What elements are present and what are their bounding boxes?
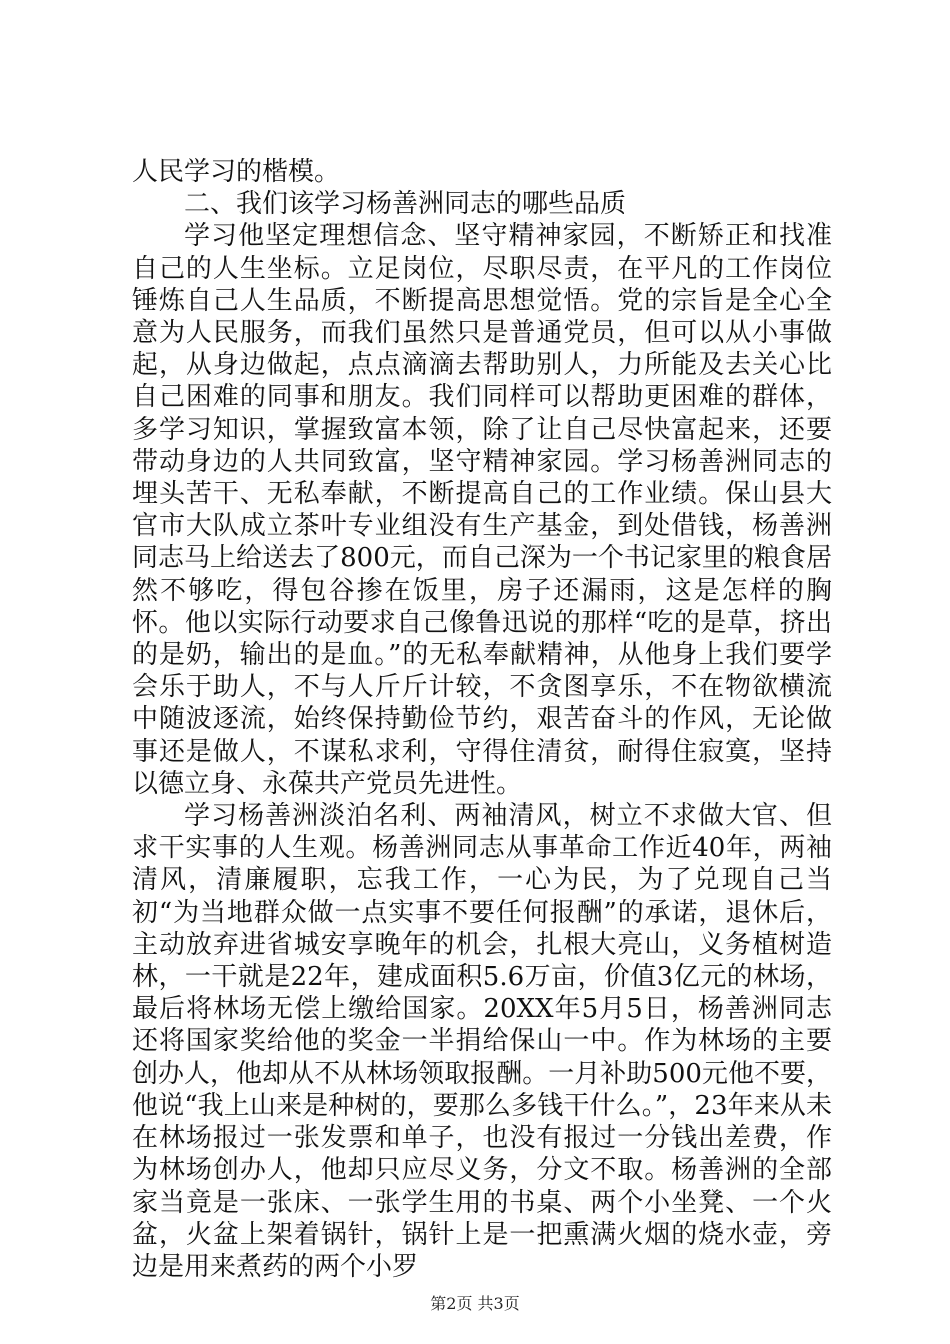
document-body	[132, 156, 832, 1283]
paragraph: 学习他坚定理想信念、坚守精神家园，不断矫正和找准自己的人生坐标。立足岗位，尽职尽责，在平凡的工作岗位锤炼自己人生品质，不断提高思想觉悟。党的宗旨是全心全意为人民服务，而我们虽然只是普通党员，但可以从小事做起，从身边做起，点点滴滴去帮助别人，力所能及去关心比自己困难的同事和朋友。我们同样可以帮助更困难的群体，多学习知识，掌握致富本领，除了让自己尽快富起来，还要带动身边的人共同致富，坚守精神家园。学习杨善洲同志的埋头苦干、无私奉献，不断提高自己的工作业绩。保山县大官市大队成立茶叶专业组没有生产基金，到处借钱，杨善洲同志马上给送去了800元，而自己深为一个书记家里的粮食居然不够吃，得包谷掺在饭里，房子还漏雨，这是怎样的胸怀。他以实际行动要求自己像鲁迅说的那样“吃的是草，挤出的是奶，输出的是血。”的无私奉献精神，从他身上我们要学会乐于助人，不与人斤斤计较，不贪图享乐，不在物欲横流中随波逐流，始终保持勤俭节约，艰苦奋斗的作风，无论做事还是做人，不谋私求利，守得住清贫，耐得住寂寞，坚持以德立身、永葆共产党员先进性。	[132, 221, 832, 799]
paragraph: 学习杨善洲淡泊名利、两袖清风，树立不求做大官、但求干实事的人生观。杨善洲同志从事革命工作近40年，两袖清风，清廉履职，忘我工作，一心为民，为了兑现自己当初“为当地群众做一点实事不要任何报酬”的承诺，退休后，主动放弃进省城安享晚年的机会，扎根大亮山，义务植树造林，一干就是22年，建成面积5.6万亩，价值3亿元的林场，最后将林场无偿上缴给国家。20XX年5月5日，杨善洲同志还将国家奖给他的奖金一半捐给保山一中。作为林场的主要创办人，他却从不从林场领取报酬。一月补助500元他不要，他说“我上山来是种树的，要那么多钱干什么。”，23年来从未在林场报过一张发票和单子，也没有报过一分钱出差费，作为林场创办人，他却只应尽义务，分文不取。杨善洲的全部家当竟是一张床、一张学生用的书桌、两个小坐凳、一个火盆，火盆上架着锅针，锅针上是一把熏满火烟的烧水壶，旁边是用来煮药的两个小罗	[132, 801, 832, 1282]
section-heading: 二、我们该学习杨善洲同志的哪些品质	[184, 189, 627, 220]
paragraph-continuation: 人民学习的楷模。	[132, 157, 341, 187]
page-footer: 第2页 共3页	[430, 1294, 520, 1313]
